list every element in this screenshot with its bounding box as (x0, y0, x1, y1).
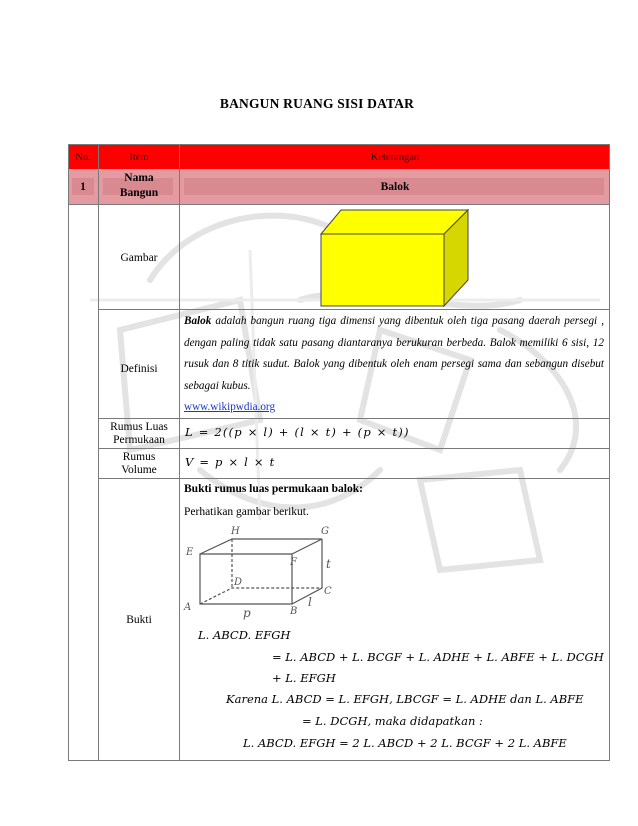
vertex-d: D (234, 577, 243, 588)
definisi-text: Balok adalah bangun ruang tiga dimensi yang dibentuk oleh tiga pasang daerah persegi , dengan paling tidak satu pasang diantaranya berukuran berbeda. Balok memiliki 6 sisi, 12 rusuk dan 8 titik sudut. Balok yang dibentuk oleh enam persegi sama dan sebangun disebut sebagai kubus. www.wikipwdia.org (184, 315, 604, 414)
eq-line-2: = L. ABCD + L. BCGF + L. ADHE + L. ABFE + L. DCGH (272, 650, 604, 664)
eq-line-6: L. ABCD. EFGH = 2 L. ABCD + 2 L. BCGF + 2 L. ABFE (243, 736, 567, 750)
cuboid-labeled-diagram (180, 522, 340, 622)
vertex-c: C (324, 586, 332, 597)
row1-no: 1 (80, 181, 86, 193)
bukti-label: Bukti (126, 614, 152, 626)
header-no: No. (75, 152, 91, 163)
eq-line-4: Karena L. ABCD = L. EFGH, LBCGF = L. ADHE dan L. ABFE (226, 692, 584, 706)
eq-line-5: = L. DCGH, maka didapatkan : (302, 714, 483, 728)
eq-line-1: L. ABCD. EFGH (198, 628, 291, 642)
header-item: Item (129, 152, 149, 163)
luas-formula: L = 2((p × l) + (l × t) + (p × t)) (185, 425, 410, 439)
volume-label-line1: Rumus (122, 451, 156, 463)
cuboid-illustration (318, 208, 470, 308)
luas-label-line1: Rumus Luas (110, 421, 168, 433)
row1-item-line2: Bangun (119, 187, 159, 199)
dim-l: l (308, 595, 312, 609)
header-keterangan: Keterangan (370, 152, 420, 163)
page-title: BANGUN RUANG SISI DATAR (219, 96, 415, 111)
bukti-heading: Bukti rumus luas permukaan balok: (184, 483, 363, 495)
eq-line-3: + L. EFGH (272, 671, 336, 685)
source-link[interactable]: www.wikipwdia.org (184, 401, 276, 414)
row1-value: Balok (380, 181, 410, 193)
bukti-intro: Perhatikan gambar berikut. (184, 506, 309, 518)
vertex-g: G (321, 526, 329, 537)
vertex-h: H (231, 526, 240, 537)
volume-formula: V = p × l × t (185, 455, 276, 469)
volume-label-line2: Volume (121, 464, 157, 476)
dim-p: p (243, 606, 251, 620)
vertex-a: A (184, 602, 192, 613)
vertex-f: F (290, 557, 297, 568)
vertex-e: E (186, 547, 194, 558)
dim-t: t (326, 557, 331, 571)
gambar-label: Gambar (120, 252, 158, 264)
row1-item-line1: Nama (124, 172, 154, 184)
definisi-label: Definisi (120, 363, 158, 375)
luas-label-line2: Permukaan (113, 434, 165, 446)
vertex-b: B (290, 606, 298, 617)
